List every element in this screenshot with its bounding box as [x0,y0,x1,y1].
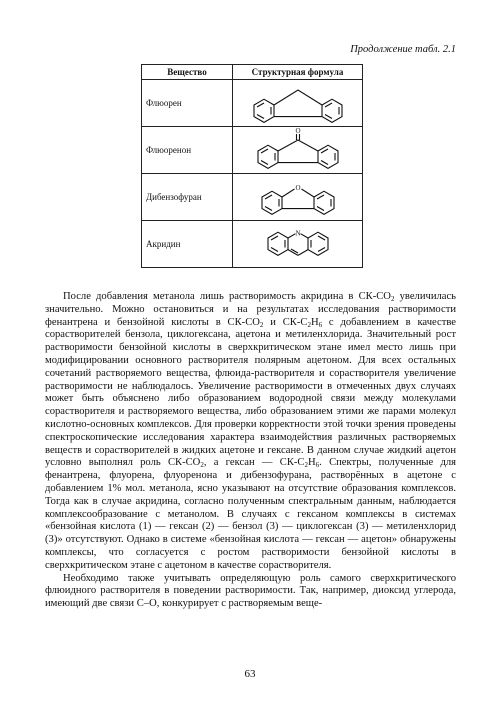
nitrogen-atom-label: N [294,229,301,238]
body-text [45,291,456,611]
fluorenone-structure-image [238,128,358,172]
structure-cell [233,221,363,268]
substance-name: Дибензофуран [142,174,233,221]
structure-cell [233,80,363,127]
paragraph: После добавления метанола лишь растворимость акридина в $СК-CO_2$ увеличилась значительно. Можно остановиться и на результатах исследования растворимости фенантрена и бензойной кислоты в $СК-CO_2$ и $СК-C_2H_6$ с добавлением в качестве сорастворителей бензола, циклогексана, ацетона и метиленхлорида. Значительный рост растворимости бензойной кислоты в сверхкритическом этане имел место лишь при модифицировании основного растворителя полярным ацетоном. Для всех остальных сочетаний растворяемого вещества, флюида-растворителя и сорастворителя увеличение растворимости не наблюдалось. Увеличение растворимости в отмеченных двух случаях может быть объяснено либо образованием водородной связи между молекулами сорастворителя и растворяемого вещества, либо образованием этими же парами молекул кислотно-основных комплексов. Для проверки корректности этой точки зрения проведены спектроскопические исследования характера взаимодействия различных растворяемых веществ и сорастворителей в жидких ацетоне и гексане. В данном случае жидкий ацетон условно выполнял роль $СК-CO_2$, а гексан — $СК-C_2H_6$. Спектры, полученные для фенантрена, флуорена, флуоренона и дибензофурана, растворённых в ацетоне с добавлением 1% мол. метанола, ясно указывают на отсутствие образования комплексов. Тогда как в случае акридина, согласно полученным спектральным данным, наблюдается комплексообразование с метанолом. В случаях с гексаном комплексы в системах «бензойная кислота (1) — гексан (2) — бензол (3) — циклогексан (3) — метиленхлорид (3)» отсутствуют. Однако в системе «бензойная кислота — гексан — ацетон» обнаружены комплексы, что согласуется с ростом растворимости бензойной кислоты в сверхкритическом этане с ацетоном в качестве сорастворителя. [45,291,457,571]
page-number: 63 [244,668,256,680]
table-header-row [142,65,363,80]
substances-table [141,64,363,268]
oxygen-atom-label: O [294,128,301,135]
table-row [142,80,363,127]
table-row [142,127,363,174]
fluorene-structure-image [238,83,358,123]
structure-cell [233,174,363,221]
table-row [142,174,363,221]
acridine-structure-image [238,224,358,264]
header-substance: Вещество [142,65,233,80]
dibenzofuran-structure-image [238,177,358,217]
substance-name: Флюоренон [142,127,233,174]
structure-cell [233,127,363,174]
table-continuation-caption: Продолжение табл. 2.1 [350,44,456,55]
header-structural-formula: Структурная формула [233,65,363,80]
substance-name: Акридин [142,221,233,268]
substance-name: Флюорен [142,80,233,127]
paragraph: Необходимо также учитывать определяющую роль самого сверхкритического флюидного растворителя в поведении растворимости. Так, например, диоксид углерода, имеющий две связи C–O, конкурирует с растворяемым веще- [45,572,456,610]
oxygen-atom-label: O [294,184,301,192]
table-row [142,221,363,268]
